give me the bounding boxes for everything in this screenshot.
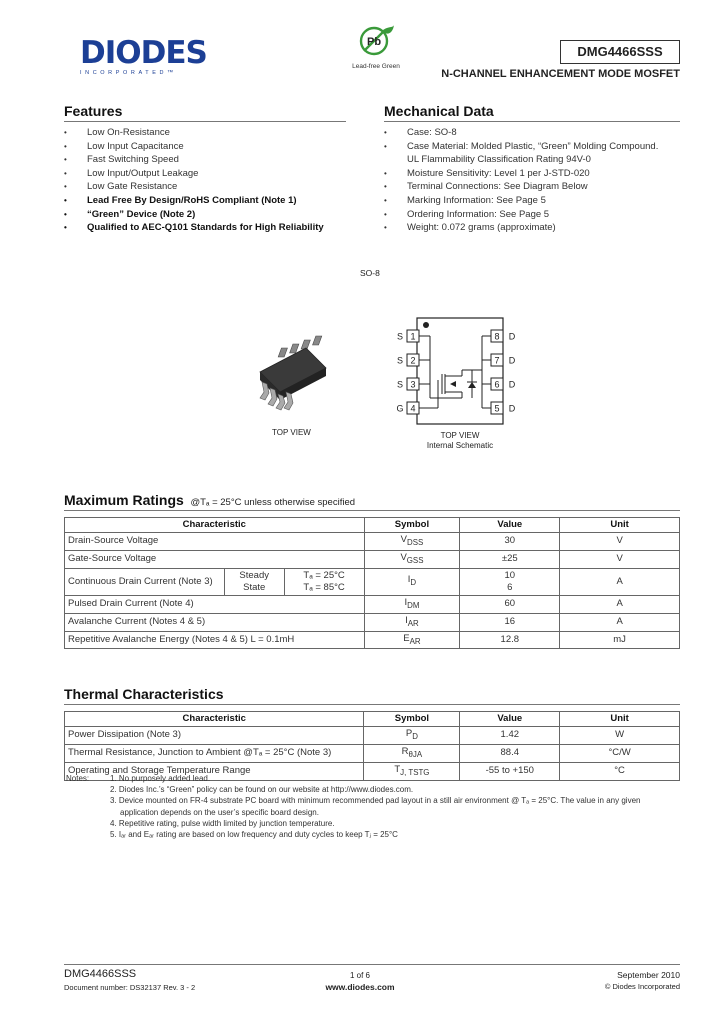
cell-symbol: [364, 744, 460, 762]
mechanical-item: • Terminal Connections: See Diagram Below: [384, 180, 684, 194]
pin-name-6: D: [508, 379, 516, 390]
cell-state: [224, 568, 284, 595]
cell-symbol: [364, 550, 460, 568]
cell-value: 60: [460, 595, 560, 613]
schematic-caption-text: Internal Schematic: [426, 441, 494, 450]
pin-name-3: S: [396, 379, 404, 390]
table-row: [65, 533, 680, 551]
cell-char: Power Dissipation (Note 3): [65, 727, 364, 745]
max-ratings-rule: [64, 510, 680, 511]
footer-page: 1 of 6: [349, 971, 370, 980]
state-line1: Steady: [239, 569, 269, 581]
mechanical-item: • Weight: 0.072 grams (approximate): [384, 221, 684, 235]
diodes-logo: [80, 35, 207, 76]
table-row: [65, 631, 680, 649]
symbol-sub: AR: [409, 636, 421, 646]
col-symbol: Symbol: [364, 518, 460, 533]
cell-char: Repetitive Avalanche Energy (Notes 4 & 5) L = 0.1mH: [65, 631, 365, 649]
pin-num-6: 6: [494, 379, 500, 390]
so8-package-image: [240, 330, 350, 420]
cell-char: Gate-Source Voltage: [65, 550, 365, 568]
max-ratings-table: [64, 517, 680, 649]
device-subtitle: N-CHANNEL ENHANCEMENT MODE MOSFET: [441, 68, 680, 80]
col-symbol: Symbol: [364, 712, 460, 727]
pin-name-8: D: [508, 331, 516, 342]
symbol: R: [401, 745, 409, 757]
feature-item: • Fast Switching Speed: [64, 153, 354, 167]
footer-website[interactable]: www.diodes.com: [325, 982, 395, 992]
table-row: [65, 727, 680, 745]
note-1: 1. No purposely added lead.: [110, 774, 211, 783]
mechanical-item-line1: Case Material: Molded Plastic, “Green” Molding Compound.: [407, 140, 659, 152]
feature-item: • Qualified to AEC-Q101 Standards for High Reliability: [64, 221, 354, 235]
pin-num-8: 8: [494, 331, 500, 342]
mechanical-item: • Marking Information: See Page 5: [384, 194, 684, 208]
col-unit: Unit: [560, 712, 680, 727]
mechanical-item: • Ordering Information: See Page 5: [384, 208, 684, 222]
state-line2: State: [243, 581, 266, 593]
cell-symbol: [364, 631, 460, 649]
table-row: [65, 595, 680, 613]
cell-unit: °C: [560, 762, 680, 780]
note-5: 5. Iₐᵣ and Eₐᵣ rating are based on low frequency and duty cycles to keep Tⱼ = 25°C: [110, 830, 398, 840]
lead-free-badge: [346, 24, 406, 70]
symbol: E: [403, 632, 410, 644]
mechanical-item-line2: UL Flammability Classification Rating 94V-0: [407, 154, 591, 166]
cell-symbol: [364, 613, 460, 631]
notes-label: Notes:: [66, 774, 90, 783]
features-list: [64, 126, 354, 235]
symbol-sub: DM: [407, 600, 420, 610]
footer-doc-number: Document number: DS32137 Rev. 3 - 2: [64, 983, 196, 992]
cell-unit: A: [560, 595, 680, 613]
mechanical-rule: [384, 121, 680, 122]
pin-num-1: 1: [410, 331, 416, 342]
mechanical-list: [384, 126, 684, 235]
condition-line2: Tₐ = 85°C: [303, 581, 345, 593]
cell-char: Pulsed Drain Current (Note 4): [65, 595, 365, 613]
cell-unit: V: [560, 533, 680, 551]
footer-rule: [64, 964, 680, 965]
symbol: I: [407, 574, 411, 586]
cell-value: ±25: [460, 550, 560, 568]
pin-num-7: 7: [494, 355, 500, 366]
footer-part: DMG4466SSS: [64, 968, 137, 980]
feature-item: • Low Gate Resistance: [64, 180, 354, 194]
thermal-table: [64, 711, 680, 781]
feature-item: • Low On-Resistance: [64, 126, 354, 140]
note-3-cont: application depends on the user’s specific board design.: [120, 807, 319, 817]
cell-char: Continuous Drain Current (Note 3): [65, 568, 225, 595]
pb-symbol: Pb: [367, 36, 382, 48]
cell-value: 1.42: [460, 727, 560, 745]
mechanical-item: [384, 140, 684, 167]
table-row: [65, 613, 680, 631]
symbol: V: [400, 534, 407, 545]
symbol: P: [405, 728, 413, 739]
cell-value: [460, 568, 560, 595]
feature-item: • Low Input/Output Leakage: [64, 167, 354, 181]
col-value: Value: [460, 712, 560, 727]
pin-num-3: 3: [410, 379, 416, 390]
table-row: [65, 568, 680, 595]
logo-text: DIODES: [80, 35, 207, 71]
cell-unit: °C/W: [560, 744, 680, 762]
lead-free-icon: [356, 24, 396, 58]
symbol-sub: D: [410, 578, 417, 588]
table-header-row: [65, 518, 680, 533]
symbol: T: [394, 763, 401, 775]
features-title: Features: [64, 103, 123, 119]
cell-unit: V: [560, 550, 680, 568]
pin-name-5: D: [508, 403, 516, 414]
schematic-caption: [420, 431, 500, 451]
cell-char: Avalanche Current (Notes 4 & 5): [65, 613, 365, 631]
logo-tm: ™: [167, 70, 174, 76]
cell-symbol: [364, 533, 460, 551]
table-row: [65, 550, 680, 568]
schematic-top-view-label: TOP VIEW: [440, 431, 480, 440]
pin-num-4: 4: [410, 403, 416, 414]
feature-item: • Lead Free By Design/RoHS Compliant (Note 1): [64, 194, 354, 208]
note-4: 4. Repetitive rating, pulse width limited by junction temperature.: [110, 818, 335, 828]
cell-unit: W: [560, 727, 680, 745]
thermal-title: Thermal Characteristics: [64, 686, 224, 702]
cell-value: 12.8: [460, 631, 560, 649]
col-unit: Unit: [560, 518, 680, 533]
pin-num-5: 5: [494, 403, 500, 414]
feature-item: • Low Input Capacitance: [64, 140, 354, 154]
col-characteristic: Characteristic: [65, 712, 364, 727]
cell-value: 88.4: [460, 744, 560, 762]
pin-num-2: 2: [410, 355, 416, 366]
symbol-sub: AR: [407, 618, 419, 628]
package-label: SO-8: [360, 268, 380, 278]
symbol: I: [404, 596, 408, 608]
condition-line1: Tₐ = 25°C: [303, 569, 345, 581]
note-2: 2. Diodes Inc.’s “Green” policy can be found on our website at http://www.diodes.com.: [110, 785, 414, 795]
thermal-rule: [64, 704, 680, 705]
pinout-schematic: [390, 314, 530, 432]
mechanical-title: Mechanical Data: [384, 103, 494, 119]
package-top-view-label: TOP VIEW: [272, 428, 311, 437]
max-ratings-condition: @Tₐ = 25°C unless otherwise specified: [190, 497, 356, 508]
part-number-box: DMG4466SSS: [560, 40, 680, 64]
max-ratings-heading: [64, 492, 355, 508]
logo-sub-text: INCORPORATED: [80, 70, 168, 76]
cell-char: Thermal Resistance, Junction to Ambient @Tₐ = 25°C (Note 3): [65, 744, 364, 762]
cell-char: Operating and Storage Temperature Range: [65, 762, 364, 780]
pin-name-2: S: [396, 355, 404, 366]
col-value: Value: [460, 518, 560, 533]
col-characteristic: Characteristic: [65, 518, 365, 533]
symbol: I: [405, 614, 408, 626]
cell-char: Drain-Source Voltage: [65, 533, 365, 551]
features-rule: [64, 121, 346, 122]
cell-condition: [284, 568, 364, 595]
symbol-sub: J, TSTG: [400, 767, 430, 777]
mechanical-item: • Case: SO-8: [384, 126, 684, 140]
mechanical-item: • Moisture Sensitivity: Level 1 per J-STD-020: [384, 167, 684, 181]
cell-value: -55 to +150: [460, 762, 560, 780]
cell-value: 16: [460, 613, 560, 631]
cell-unit: mJ: [560, 631, 680, 649]
footer-date: September 2010: [617, 970, 680, 980]
symbol: V: [400, 551, 407, 563]
cell-unit: A: [560, 568, 680, 595]
note-3: 3. Device mounted on FR-4 substrate PC board with minimum recommended pad layout in a still air environment @ Tₐ = 25°C. The value in any given: [110, 796, 641, 806]
pin-name-4: G: [396, 403, 404, 414]
pin-name-7: D: [508, 355, 516, 366]
cell-unit: A: [560, 613, 680, 631]
cell-symbol: [364, 595, 460, 613]
symbol-sub: D: [412, 731, 418, 741]
table-row: [65, 744, 680, 762]
symbol-sub: DSS: [407, 537, 424, 547]
pin-name-1: S: [396, 331, 404, 342]
value-line1: 10: [504, 569, 516, 581]
cell-symbol: [364, 727, 460, 745]
notes-list: [110, 773, 680, 840]
max-ratings-title: Maximum Ratings: [64, 492, 184, 508]
feature-item: • “Green” Device (Note 2): [64, 208, 354, 222]
cell-symbol: [364, 568, 460, 595]
cell-value: 30: [460, 533, 560, 551]
value-line2: 6: [507, 581, 513, 593]
symbol-sub: θJA: [408, 749, 423, 759]
symbol-sub: GSS: [406, 555, 424, 565]
table-header-row: [65, 712, 680, 727]
lead-free-caption: Lead-free Green: [352, 63, 400, 70]
footer-copyright: © Diodes Incorporated: [604, 982, 680, 991]
